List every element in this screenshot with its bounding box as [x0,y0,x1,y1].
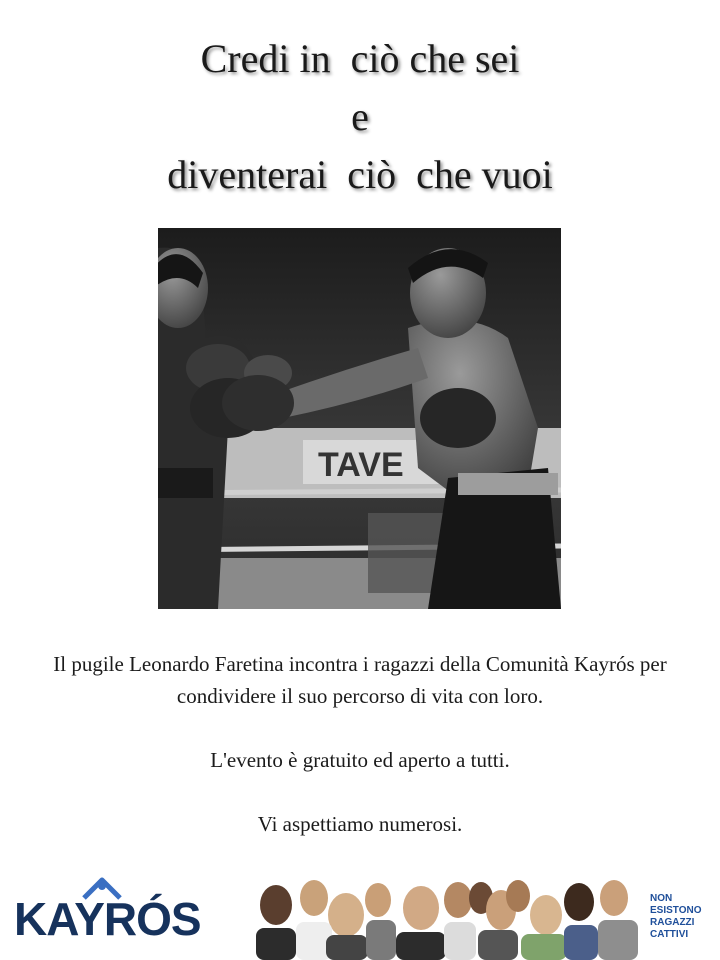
paragraph-intro: Il pugile Leonardo Faretina incontra i ragazzi della Comunità Kayrós per condividere il suo percorso di vita con loro. [53,652,667,708]
headline-line-1: Credi in ciò che sei [200,36,520,81]
youth-group-photo [246,870,646,960]
event-description [40,648,680,840]
paragraph-free-event: L'evento è gratuito ed aperto a tutti. [210,748,510,772]
slogan-line-2: ESISTONO [650,905,702,916]
headline-line-2: e [351,94,369,139]
banner-text: TAVE [318,446,404,484]
kayros-logo [14,874,204,950]
paragraph-invitation: Vi aspettiamo numerosi. [257,812,463,836]
headline [0,30,720,204]
logo-text: KAYRÓS [14,893,201,945]
slogan [650,893,720,941]
slogan-line-1: NON [650,893,673,904]
headline-line-3: diventerai ciò che vuoi [167,152,553,197]
slogan-line-4: CATTIVI [650,929,689,940]
slogan-line-3: RAGAZZI [650,917,695,928]
boxing-photo [158,228,561,609]
